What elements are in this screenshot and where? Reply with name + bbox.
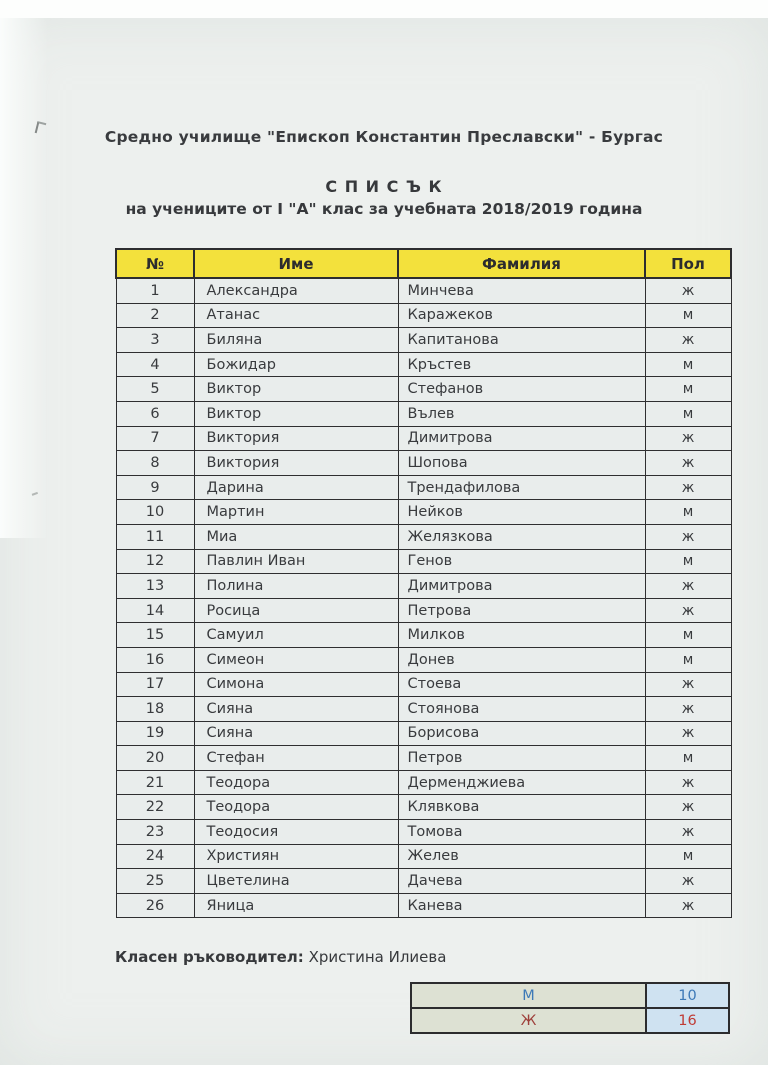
cell-sex: ж: [645, 721, 731, 746]
cell-first-name: Александра: [194, 278, 398, 303]
cell-sex: м: [645, 623, 731, 648]
summary-female-count: 16: [646, 1008, 729, 1033]
school-name: Средно училище "Епископ Константин Преславски" - Бургас: [104, 128, 664, 146]
student-list-table: [115, 248, 732, 918]
table-row: [116, 672, 731, 697]
cell-first-name: Полина: [194, 574, 398, 599]
table-row: [116, 451, 731, 476]
table-row: [116, 844, 731, 869]
cell-sex: ж: [645, 869, 731, 894]
table-row: [116, 697, 731, 722]
table-row: [116, 328, 731, 353]
cell-first-name: Самуил: [194, 623, 398, 648]
cell-first-name: Симеон: [194, 647, 398, 672]
cell-last-name: Вълев: [398, 401, 645, 426]
cell-sex: м: [645, 377, 731, 402]
cell-number: 6: [116, 401, 194, 426]
cell-last-name: Петров: [398, 746, 645, 771]
summary-male-label: М: [411, 983, 646, 1008]
cell-first-name: Виктор: [194, 377, 398, 402]
cell-last-name: Желев: [398, 844, 645, 869]
cell-sex: ж: [645, 475, 731, 500]
cell-last-name: Шопова: [398, 451, 645, 476]
cell-last-name: Генов: [398, 549, 645, 574]
cell-last-name: Трендафилова: [398, 475, 645, 500]
cell-last-name: Дачева: [398, 869, 645, 894]
student-table-body: [116, 278, 731, 918]
cell-last-name: Петрова: [398, 598, 645, 623]
table-row: [116, 401, 731, 426]
table-row: [116, 278, 731, 303]
table-row: [116, 524, 731, 549]
cell-number: 8: [116, 451, 194, 476]
cell-last-name: Дерменджиева: [398, 770, 645, 795]
cell-number: 18: [116, 697, 194, 722]
cell-last-name: Стоева: [398, 672, 645, 697]
summary-female-label: Ж: [411, 1008, 646, 1033]
cell-number: 2: [116, 303, 194, 328]
cell-number: 1: [116, 278, 194, 303]
cell-sex: м: [645, 401, 731, 426]
cell-last-name: Нейков: [398, 500, 645, 525]
cell-last-name: Минчева: [398, 278, 645, 303]
cell-first-name: Атанас: [194, 303, 398, 328]
cell-number: 16: [116, 647, 194, 672]
cell-sex: ж: [645, 598, 731, 623]
table-row: [116, 426, 731, 451]
column-header-first-name: Име: [194, 249, 398, 278]
cell-number: 7: [116, 426, 194, 451]
table-row: [116, 770, 731, 795]
cell-number: 22: [116, 795, 194, 820]
cell-last-name: Желязкова: [398, 524, 645, 549]
table-header-row: [116, 249, 731, 278]
cell-last-name: Милков: [398, 623, 645, 648]
cell-sex: ж: [645, 524, 731, 549]
cell-last-name: Стефанов: [398, 377, 645, 402]
column-header-number: №: [116, 249, 194, 278]
cell-number: 21: [116, 770, 194, 795]
cell-last-name: Стоянова: [398, 697, 645, 722]
cell-sex: ж: [645, 574, 731, 599]
cell-number: 14: [116, 598, 194, 623]
cell-sex: м: [645, 549, 731, 574]
cell-last-name: Томова: [398, 820, 645, 845]
cell-first-name: Дарина: [194, 475, 398, 500]
cell-number: 13: [116, 574, 194, 599]
cell-last-name: Донев: [398, 647, 645, 672]
cell-first-name: Християн: [194, 844, 398, 869]
cell-number: 11: [116, 524, 194, 549]
class-teacher-label: Класен ръководител:: [115, 948, 304, 966]
table-row: [116, 721, 731, 746]
cell-number: 17: [116, 672, 194, 697]
cell-number: 12: [116, 549, 194, 574]
class-teacher-name: Христина Илиева: [308, 948, 447, 966]
cell-number: 9: [116, 475, 194, 500]
cell-sex: ж: [645, 278, 731, 303]
table-row: [116, 795, 731, 820]
cell-number: 26: [116, 893, 194, 918]
cell-sex: ж: [645, 672, 731, 697]
table-row: [116, 746, 731, 771]
table-row: [116, 623, 731, 648]
cell-first-name: Цветелина: [194, 869, 398, 894]
cell-number: 15: [116, 623, 194, 648]
cell-number: 24: [116, 844, 194, 869]
cell-first-name: Виктория: [194, 426, 398, 451]
cell-first-name: Виктория: [194, 451, 398, 476]
cell-last-name: Канева: [398, 893, 645, 918]
table-row: [116, 352, 731, 377]
cell-first-name: Симона: [194, 672, 398, 697]
cell-first-name: Теодора: [194, 795, 398, 820]
cell-sex: ж: [645, 697, 731, 722]
cell-first-name: Теодора: [194, 770, 398, 795]
cell-first-name: Сияна: [194, 721, 398, 746]
cell-last-name: Борисова: [398, 721, 645, 746]
cell-first-name: Павлин Иван: [194, 549, 398, 574]
cell-last-name: Димитрова: [398, 574, 645, 599]
summary-male-count: 10: [646, 983, 729, 1008]
document-title: С П И С Ъ К: [325, 177, 443, 196]
cell-first-name: Биляна: [194, 328, 398, 353]
cell-sex: м: [645, 746, 731, 771]
cell-number: 3: [116, 328, 194, 353]
cell-last-name: Димитрова: [398, 426, 645, 451]
cell-number: 4: [116, 352, 194, 377]
cell-first-name: Виктор: [194, 401, 398, 426]
cell-first-name: Росица: [194, 598, 398, 623]
gender-summary-table: [410, 982, 730, 1034]
table-row: [116, 500, 731, 525]
cell-first-name: Миа: [194, 524, 398, 549]
class-teacher-line: [115, 948, 446, 966]
summary-row-male: [411, 983, 729, 1008]
cell-last-name: Капитанова: [398, 328, 645, 353]
cell-first-name: Стефан: [194, 746, 398, 771]
table-row: [116, 574, 731, 599]
cell-first-name: Мартин: [194, 500, 398, 525]
cell-sex: м: [645, 352, 731, 377]
cell-last-name: Каражеков: [398, 303, 645, 328]
table-row: [116, 377, 731, 402]
cell-sex: м: [645, 647, 731, 672]
cell-last-name: Клявкова: [398, 795, 645, 820]
cell-sex: ж: [645, 795, 731, 820]
cell-first-name: Яница: [194, 893, 398, 918]
cell-sex: м: [645, 303, 731, 328]
document-subtitle: на учениците от I "А" клас за учебната 2018/2019 година: [125, 200, 643, 218]
column-header-sex: Пол: [645, 249, 731, 278]
table-row: [116, 869, 731, 894]
cell-sex: ж: [645, 328, 731, 353]
cell-first-name: Теодосия: [194, 820, 398, 845]
table-row: [116, 820, 731, 845]
table-row: [116, 475, 731, 500]
cell-first-name: Божидар: [194, 352, 398, 377]
cell-sex: ж: [645, 426, 731, 451]
cell-number: 10: [116, 500, 194, 525]
cell-number: 23: [116, 820, 194, 845]
cell-sex: м: [645, 500, 731, 525]
table-row: [116, 549, 731, 574]
cell-sex: м: [645, 844, 731, 869]
cell-sex: ж: [645, 770, 731, 795]
table-row: [116, 598, 731, 623]
cell-number: 25: [116, 869, 194, 894]
table-row: [116, 647, 731, 672]
cell-number: 19: [116, 721, 194, 746]
table-row: [116, 303, 731, 328]
cell-sex: ж: [645, 820, 731, 845]
cell-number: 5: [116, 377, 194, 402]
table-row: [116, 893, 731, 918]
cell-first-name: Сияна: [194, 697, 398, 722]
cell-sex: ж: [645, 451, 731, 476]
cell-last-name: Кръстев: [398, 352, 645, 377]
cell-sex: ж: [645, 893, 731, 918]
column-header-last-name: Фамилия: [398, 249, 645, 278]
cell-number: 20: [116, 746, 194, 771]
summary-row-female: [411, 1008, 729, 1033]
